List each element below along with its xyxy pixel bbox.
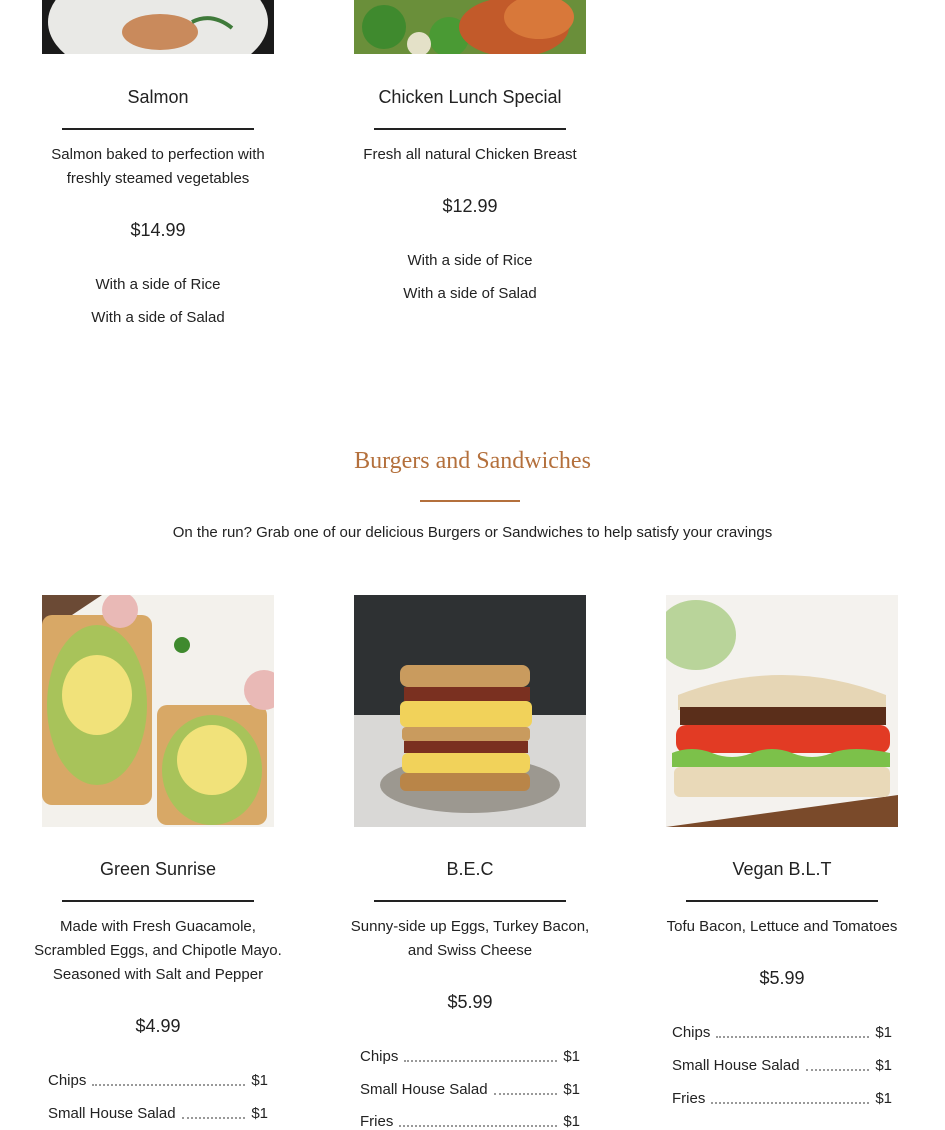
- addon-price: $1: [875, 1057, 892, 1074]
- addon-price: $1: [251, 1105, 268, 1122]
- item-price: $5.99: [447, 992, 493, 1012]
- title-divider: [374, 900, 566, 902]
- item-title: Chicken Lunch Special: [378, 87, 562, 107]
- addon-price: $1: [875, 1024, 892, 1041]
- item-price: $14.99: [130, 220, 186, 240]
- dot-leader: [494, 1092, 558, 1095]
- dot-leader: [404, 1059, 557, 1062]
- side-option: With a side of Rice: [407, 252, 533, 269]
- menu-item-salmon: [2, 0, 314, 340]
- addon-price: $1: [563, 1081, 580, 1098]
- addon-row: [360, 1048, 580, 1065]
- avocado-toast-photo: [42, 595, 274, 827]
- addon-price: $1: [563, 1048, 580, 1065]
- vegan-blt-photo: [666, 595, 898, 827]
- item-price: $12.99: [442, 196, 498, 216]
- addon-price: $1: [251, 1072, 268, 1089]
- menu-item-chicken-lunch-special: [314, 0, 626, 320]
- dot-leader: [92, 1083, 245, 1086]
- addon-name: Chips: [48, 1072, 87, 1089]
- side-option: With a side of Rice: [95, 276, 221, 293]
- addon-name: Fries: [672, 1090, 706, 1107]
- menu-item-bec: [314, 595, 626, 1130]
- addon-name: Chips: [672, 1024, 711, 1041]
- addon-row: [48, 1072, 268, 1089]
- addon-row: [360, 1081, 580, 1098]
- dot-leader: [716, 1035, 869, 1038]
- side-option: With a side of Salad: [403, 285, 537, 302]
- addon-name: Small House Salad: [672, 1057, 800, 1074]
- salmon-plate-photo: [42, 0, 274, 54]
- addon-row: [672, 1024, 892, 1041]
- addon-name: Fries: [360, 1113, 394, 1130]
- item-description: Salmon baked to perfection with freshly steamed vegetables: [51, 146, 265, 187]
- dot-leader: [182, 1116, 246, 1119]
- title-divider: [374, 128, 566, 130]
- title-divider: [686, 900, 878, 902]
- item-title: Green Sunrise: [99, 859, 217, 879]
- menu-item-green-sunrise: [2, 595, 314, 1126]
- addon-name: Small House Salad: [360, 1081, 488, 1098]
- menu-item-vegan-blt: [626, 595, 938, 1126]
- item-description: Tofu Bacon, Lettuce and Tomatoes: [666, 918, 898, 935]
- item-title: B.E.C: [446, 859, 494, 879]
- egg-bacon-sandwich-photo: [354, 595, 586, 827]
- item-title: Salmon: [127, 87, 189, 107]
- addon-row: [672, 1057, 892, 1074]
- title-divider: [62, 900, 254, 902]
- item-price: $5.99: [759, 968, 805, 988]
- item-title: Vegan B.L.T: [732, 859, 832, 879]
- section-title: Burgers and Sandwiches: [354, 448, 591, 474]
- section-subtitle: On the run? Grab one of our delicious Burgers or Sandwiches to help satisfy your cravings: [172, 524, 773, 541]
- addon-name: Small House Salad: [48, 1105, 176, 1122]
- dot-leader: [711, 1101, 869, 1104]
- item-description: Fresh all natural Chicken Breast: [363, 146, 577, 163]
- addon-row: [48, 1105, 268, 1122]
- item-price: $4.99: [135, 1016, 181, 1036]
- side-option: With a side of Salad: [91, 309, 225, 326]
- dot-leader: [806, 1068, 870, 1071]
- addon-price: $1: [563, 1113, 580, 1130]
- title-divider: [62, 128, 254, 130]
- item-description: Sunny-side up Eggs, Turkey Bacon, and Swiss Cheese: [350, 918, 590, 959]
- addon-price: $1: [875, 1090, 892, 1107]
- chicken-broccoli-photo: [354, 0, 586, 54]
- section-divider: [420, 500, 520, 502]
- item-description: Made with Fresh Guacamole, Scrambled Eggs, and Chipotle Mayo. Seasoned with Salt and Pepper: [34, 918, 282, 983]
- addon-row: [672, 1090, 892, 1107]
- addon-row: [360, 1113, 580, 1130]
- addon-name: Chips: [360, 1048, 399, 1065]
